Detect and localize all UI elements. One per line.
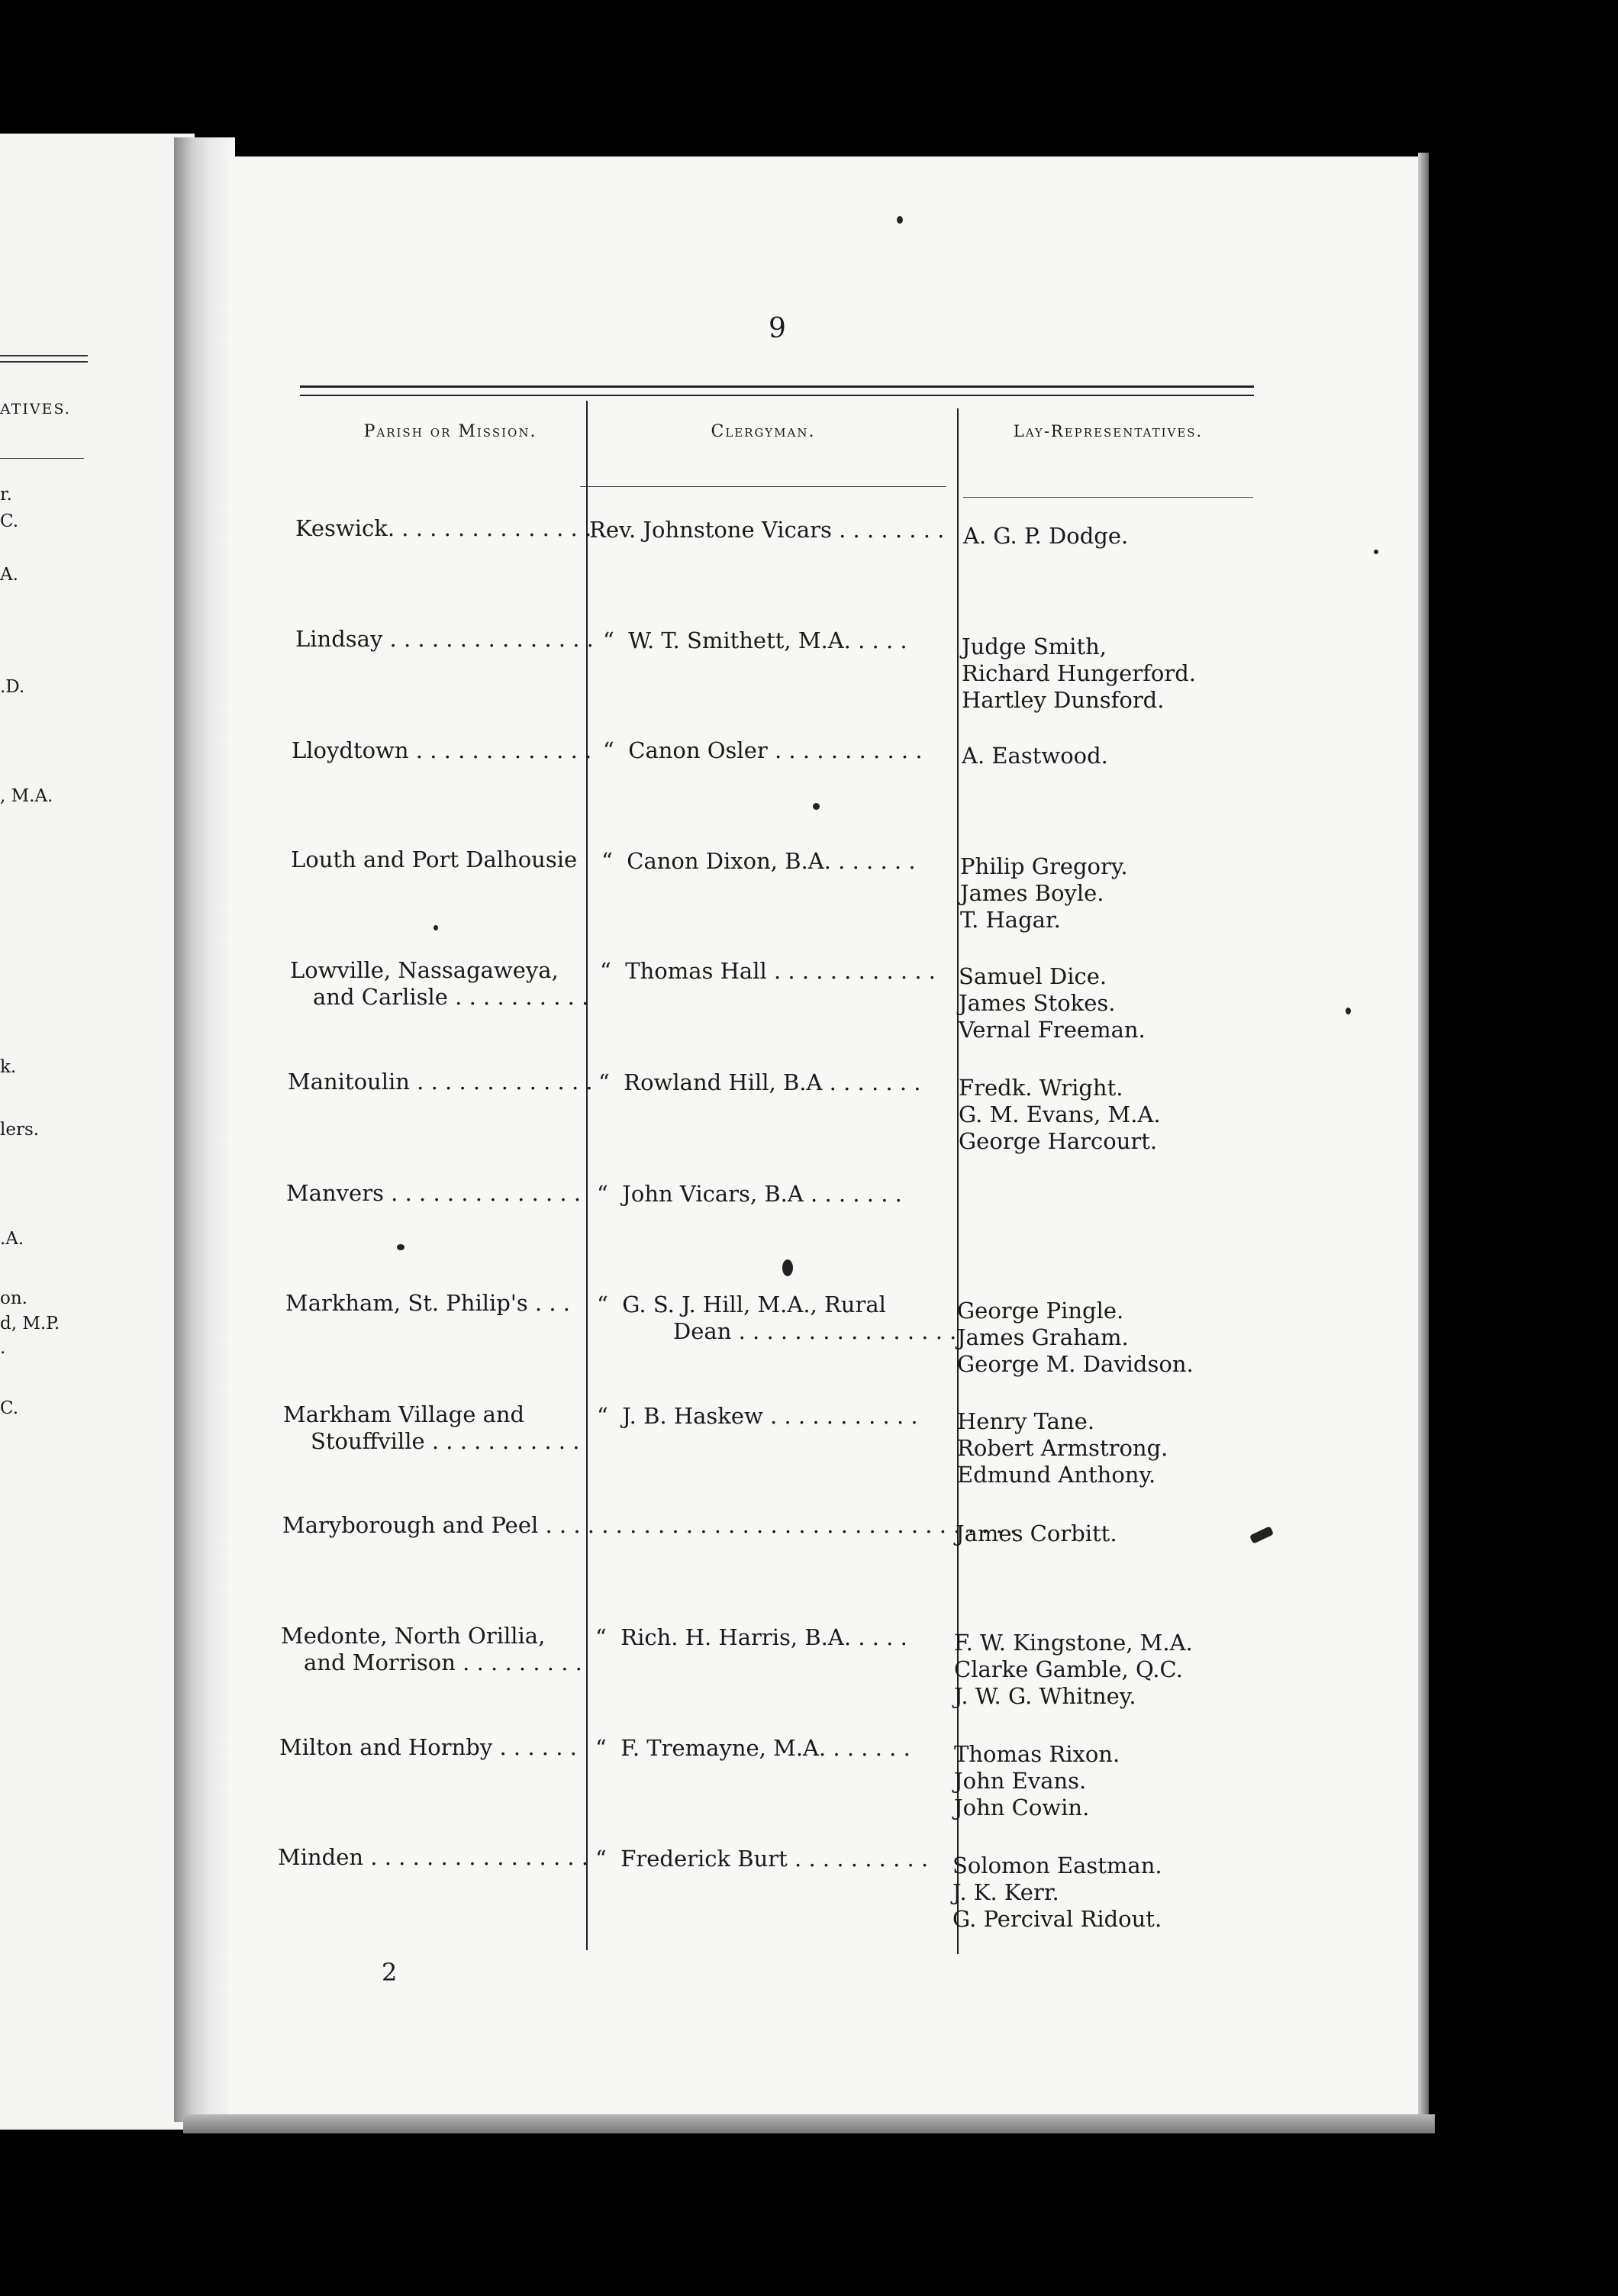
scan-speck bbox=[434, 925, 438, 930]
parish-cell: Minden . . . . . . . . . . . . . . . . bbox=[278, 1844, 589, 1870]
clergyman-cell: “ Canon Osler . . . . . . . . . . . bbox=[603, 737, 923, 763]
parish-cell: Markham Village and Stouffville . . . . . . . . . . . bbox=[283, 1401, 580, 1454]
parish-cell: Louth and Port Dalhousie bbox=[291, 846, 578, 872]
lay-representatives-cell: Fredk. Wright. G. M. Evans, M.A. George Harcourt. bbox=[959, 1075, 1161, 1154]
lay-representatives-cell: Philip Gregory. James Boyle. T. Hagar. bbox=[960, 853, 1128, 933]
parish-cell: Milton and Hornby . . . . . . bbox=[279, 1734, 577, 1760]
lay-representatives-cell: Judge Smith, Richard Hungerford. Hartley Dunsford. bbox=[962, 634, 1197, 713]
clergyman-cell: “ Thomas Hall . . . . . . . . . . . . bbox=[600, 958, 936, 984]
parish-cell: Lloydtown . . . . . . . . . . . . . bbox=[292, 737, 592, 763]
lay-representatives-cell: Solomon Eastman. J. K. Kerr. G. Percival Ridout. bbox=[952, 1853, 1162, 1932]
page-edge bbox=[1418, 153, 1429, 2130]
header-underline bbox=[963, 497, 1253, 498]
scan-speck bbox=[1346, 1008, 1351, 1014]
parish-cell: Markham, St. Philip's . . . bbox=[285, 1290, 571, 1316]
left-page-rule bbox=[0, 361, 88, 363]
lay-representatives-cell: Henry Tane. Robert Armstrong. Edmund Anthony. bbox=[957, 1408, 1168, 1488]
header-rule bbox=[300, 385, 1254, 388]
left-page-fragment: A. bbox=[0, 565, 18, 585]
left-page-fragment: C. bbox=[0, 511, 19, 531]
lay-representatives-cell: F. W. Kingstone, M.A. Clarke Gamble, Q.C. J. W. G. Whitney. bbox=[954, 1630, 1193, 1709]
left-page-fragment: ATIVES. bbox=[0, 401, 71, 418]
clergyman-cell: “ John Vicars, B.A . . . . . . . bbox=[597, 1181, 902, 1207]
clergyman-cell: “ Rich. H. Harris, B.A. . . . . bbox=[595, 1624, 907, 1650]
left-page-fragment: .D. bbox=[0, 677, 25, 697]
signature-mark: 2 bbox=[382, 1958, 398, 1987]
lay-representatives-cell: A. G. P. Dodge. bbox=[963, 523, 1129, 549]
parish-cell: Manitoulin . . . . . . . . . . . . . bbox=[288, 1069, 593, 1095]
lay-representatives-cell: James Corbitt. bbox=[956, 1520, 1117, 1546]
lay-representatives-cell: A. Eastwood. bbox=[962, 743, 1108, 769]
header-rule bbox=[300, 395, 1254, 396]
left-page-fragment: .A. bbox=[0, 1229, 24, 1249]
scan-speck bbox=[397, 1244, 404, 1250]
scan-speck bbox=[813, 803, 820, 810]
document-page bbox=[229, 156, 1427, 2126]
book-gutter bbox=[174, 137, 235, 2122]
left-page-fragment: on. bbox=[0, 1288, 27, 1308]
parish-cell: Keswick. . . . . . . . . . . . . . . . bbox=[295, 515, 606, 541]
column-divider bbox=[957, 408, 959, 1954]
parish-cell: Lindsay . . . . . . . . . . . . . . . bbox=[295, 626, 594, 652]
clergyman-cell: “ G. S. J. Hill, M.A., Rural Dean . . . . . . . . . . . . . . . . bbox=[597, 1292, 957, 1344]
parish-cell: Medonte, North Orillia, and Morrison . . . . . . . . . bbox=[281, 1623, 582, 1675]
parish-cell: Maryborough and Peel . . . . . . . . . . . . . . . . . . . . . . . . . . . . . . . . . . bbox=[282, 1512, 1017, 1538]
clergyman-cell: Rev. Johnstone Vicars . . . . . . . . bbox=[589, 517, 945, 543]
lay-representatives-cell: George Pingle. James Graham. George M. Davidson. bbox=[957, 1298, 1194, 1377]
scan-speck bbox=[1374, 550, 1378, 554]
clergyman-cell: “ J. B. Haskew . . . . . . . . . . . bbox=[597, 1403, 918, 1429]
page-number: 9 bbox=[769, 313, 786, 344]
left-page-fragment: d, M.P. bbox=[0, 1314, 60, 1333]
clergyman-cell: “ Canon Dixon, B.A. . . . . . . bbox=[601, 848, 916, 874]
header-underline bbox=[580, 486, 946, 487]
left-facing-page bbox=[0, 134, 195, 2130]
left-page-fragment: k. bbox=[0, 1057, 17, 1077]
column-header-parish: Parish or Mission. bbox=[363, 422, 537, 441]
scan-speck bbox=[782, 1259, 793, 1276]
clergyman-cell: “ W. T. Smithett, M.A. . . . . bbox=[603, 627, 907, 653]
left-page-fragment: lers. bbox=[0, 1120, 40, 1140]
clergyman-cell: “ Rowland Hill, B.A . . . . . . . bbox=[598, 1069, 921, 1095]
page-bottom-edge bbox=[183, 2114, 1435, 2133]
left-page-rule bbox=[0, 355, 88, 356]
lay-representatives-cell: Thomas Rixon. John Evans. John Cowin. bbox=[954, 1741, 1120, 1820]
left-page-fragment: , M.A. bbox=[0, 786, 53, 806]
parish-cell: Manvers . . . . . . . . . . . . . . bbox=[286, 1180, 582, 1206]
left-page-rule bbox=[0, 458, 84, 459]
left-page-fragment: C. bbox=[0, 1398, 19, 1418]
column-header-lay-representatives: Lay-Representatives. bbox=[1013, 422, 1204, 440]
left-page-fragment: . bbox=[0, 1338, 6, 1358]
clergyman-cell: “ F. Tremayne, M.A. . . . . . . bbox=[595, 1735, 911, 1761]
column-header-clergyman: Clergyman. bbox=[711, 422, 816, 441]
clergyman-cell: “ Frederick Burt . . . . . . . . . . bbox=[595, 1846, 929, 1872]
scan-speck bbox=[897, 216, 903, 224]
lay-representatives-cell: Samuel Dice. James Stokes. Vernal Freeman. bbox=[959, 963, 1146, 1043]
left-page-fragment: r. bbox=[0, 485, 12, 505]
parish-cell: Lowville, Nassagaweya, and Carlisle . . . . . . . . . . bbox=[290, 957, 589, 1010]
